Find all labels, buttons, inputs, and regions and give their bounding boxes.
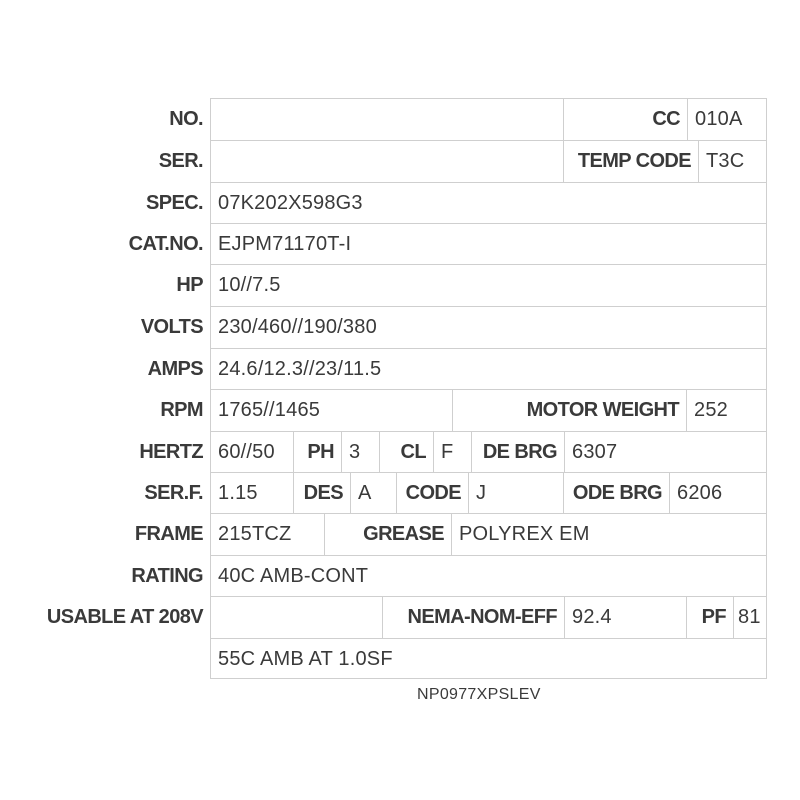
label-pf: PF bbox=[686, 596, 733, 638]
label-nema-nom-eff: NEMA-NOM-EFF bbox=[382, 596, 564, 638]
value-catno: EJPM71170T-I bbox=[210, 223, 767, 265]
value-hp: 10//7.5 bbox=[210, 264, 767, 306]
part-number: NP0977XPSLEV bbox=[417, 686, 541, 703]
value-de-brg: 6307 bbox=[564, 431, 767, 473]
value-ph: 3 bbox=[341, 431, 379, 473]
label-grease: GREASE bbox=[324, 513, 451, 555]
label-ode-brg: ODE BRG bbox=[563, 472, 669, 514]
label-amps: AMPS bbox=[147, 358, 203, 380]
value-ode-brg: 6206 bbox=[669, 472, 767, 514]
label-hertz: HERTZ bbox=[139, 441, 203, 463]
value-temp-code: T3C bbox=[698, 140, 767, 182]
label-spec: SPEC. bbox=[145, 192, 203, 214]
label-catno: CAT.NO. bbox=[128, 233, 203, 255]
value-rating: 40C AMB-CONT bbox=[210, 555, 767, 597]
value-rpm: 1765//1465 bbox=[210, 389, 452, 431]
value-motor-weight: 252 bbox=[686, 389, 767, 431]
label-de-brg: DE BRG bbox=[471, 431, 564, 473]
label-temp-code: TEMP CODE bbox=[563, 140, 698, 182]
value-cc: 010A bbox=[687, 98, 767, 140]
nameplate-grid bbox=[210, 98, 767, 679]
label-hp: HP bbox=[176, 274, 203, 296]
label-volts: VOLTS bbox=[140, 316, 203, 338]
value-frame: 215TCZ bbox=[210, 513, 324, 555]
label-ser: SER. bbox=[158, 150, 203, 172]
value-no bbox=[210, 98, 563, 140]
label-cc: CC bbox=[563, 98, 687, 140]
label-ph: PH bbox=[293, 431, 341, 473]
label-motor-weight: MOTOR WEIGHT bbox=[452, 389, 686, 431]
value-volts: 230/460//190/380 bbox=[210, 306, 767, 348]
value-spec: 07K202X598G3 bbox=[210, 182, 767, 224]
label-no: NO. bbox=[169, 108, 203, 130]
label-code: CODE bbox=[396, 472, 468, 514]
value-extra-rating: 55C AMB AT 1.0SF bbox=[210, 638, 767, 679]
label-usable-208v: USABLE AT 208V bbox=[46, 606, 203, 628]
label-rpm: RPM bbox=[160, 399, 203, 421]
value-hertz: 60//50 bbox=[210, 431, 293, 473]
value-ser bbox=[210, 140, 563, 182]
value-usable-208v bbox=[210, 596, 382, 638]
value-code: J bbox=[468, 472, 563, 514]
value-grease: POLYREX EM bbox=[451, 513, 767, 555]
value-amps: 24.6/12.3//23/11.5 bbox=[210, 348, 767, 390]
label-frame: FRAME bbox=[134, 523, 203, 545]
value-cl: F bbox=[433, 431, 471, 473]
value-pf: 81 bbox=[733, 596, 767, 638]
value-des: A bbox=[350, 472, 396, 514]
label-serf: SER.F. bbox=[144, 482, 203, 504]
label-cl: CL bbox=[379, 431, 433, 473]
label-des: DES bbox=[293, 472, 350, 514]
value-serf: 1.15 bbox=[210, 472, 293, 514]
label-rating: RATING bbox=[131, 565, 203, 587]
value-nema-nom-eff: 92.4 bbox=[564, 596, 686, 638]
